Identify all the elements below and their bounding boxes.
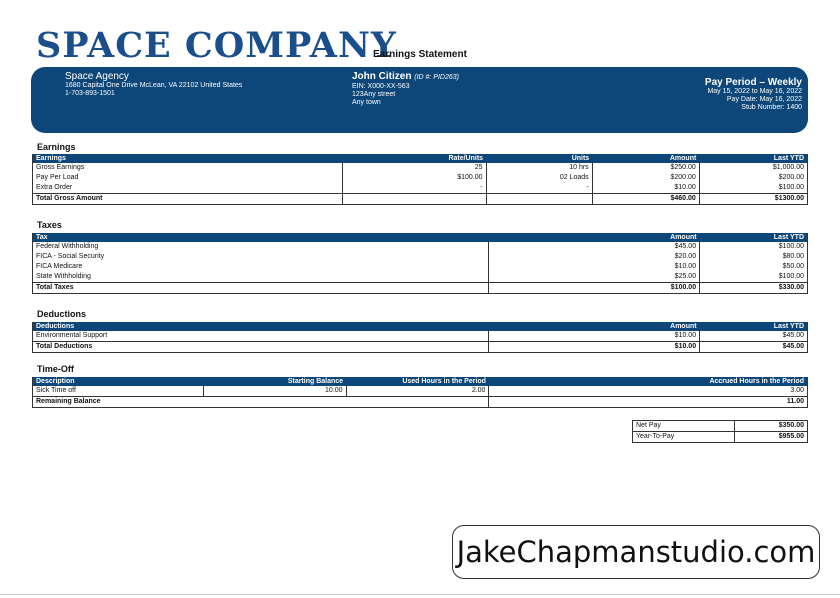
table-row	[33, 163, 808, 173]
table-cell: 3.00	[489, 386, 808, 397]
deductions-section-title: Deductions	[37, 309, 87, 319]
year-to-pay-value: $955.00	[735, 432, 808, 443]
total-label: Total Deductions	[33, 342, 489, 353]
total-amount: $460.00	[592, 194, 699, 205]
column-header: Amount	[592, 154, 699, 163]
table-header-row	[33, 233, 808, 242]
pay-period-block	[705, 77, 802, 112]
stub-number: Stub Number: 1400	[741, 104, 802, 111]
column-header: Earnings	[33, 154, 343, 163]
timeoff-section-title: Time-Off	[37, 364, 74, 374]
table-cell: FICA - Social Security	[36, 253, 105, 260]
table-cell: $45.00	[489, 242, 700, 252]
column-header: Starting Balance	[203, 377, 346, 386]
total-ytd: $1300.00	[699, 194, 807, 205]
table-cell	[343, 194, 486, 205]
table-header-row	[33, 154, 808, 163]
employee-id: (ID #: PID263)	[414, 74, 459, 81]
table-row	[33, 386, 808, 397]
table-header-row	[33, 322, 808, 331]
table-row	[33, 183, 808, 194]
table-cell: $80.00	[700, 252, 808, 262]
column-header: Last YTD	[699, 154, 807, 163]
net-pay-label: Net Pay	[633, 421, 735, 432]
total-label: Total Taxes	[33, 283, 489, 294]
table-cell: Pay Per Load	[36, 174, 79, 181]
table-cell: 10 hrs	[486, 163, 592, 173]
employee-town: Any town	[352, 99, 381, 106]
table-cell: $200.00	[592, 173, 699, 183]
table-cell: 02 Loads	[486, 173, 592, 183]
taxes-table	[32, 233, 808, 294]
pay-date: Pay Date: May 16, 2022	[726, 96, 802, 103]
employee-street: 123Any street	[352, 91, 396, 98]
table-cell: $20.00	[489, 252, 700, 262]
table-cell: 2.00	[346, 386, 489, 397]
table-cell: $45.00	[700, 331, 808, 342]
table-row	[33, 262, 808, 272]
net-pay-value: $350.00	[735, 421, 808, 432]
pay-period-range: May 15, 2022 to May 16, 2022	[707, 88, 802, 95]
total-row	[33, 397, 808, 408]
table-cell: $100.00	[700, 242, 808, 252]
column-header: Rate/Units	[343, 154, 486, 163]
table-cell: Federal Withholding	[36, 243, 99, 250]
total-label: Remaining Balance	[33, 397, 489, 408]
document-title: Earnings Statement	[373, 49, 467, 60]
pay-period-title: Pay Period – Weekly	[704, 77, 802, 88]
remaining-balance: 11.00	[489, 397, 808, 408]
table-cell: Extra Order	[36, 184, 73, 191]
table-cell: Environmental Support	[36, 332, 108, 339]
timeoff-table	[32, 377, 808, 408]
table-cell: Sick Time off	[36, 387, 76, 394]
total-row	[33, 194, 808, 205]
net-pay-summary	[632, 420, 808, 443]
column-header: Used Hours in the Period	[346, 377, 489, 386]
table-cell: -	[343, 183, 486, 194]
total-label: Total Gross Amount	[33, 194, 343, 205]
table-row	[633, 432, 808, 443]
table-cell: $200.00	[699, 173, 807, 183]
column-header: Accrued Hours in the Period	[489, 377, 808, 386]
table-header-row	[33, 377, 808, 386]
column-header: Last YTD	[700, 233, 808, 242]
table-cell: $100.00	[700, 272, 808, 283]
table-cell: State Withholding	[36, 273, 91, 280]
table-cell	[486, 194, 592, 205]
table-cell: $50.00	[700, 262, 808, 272]
table-cell: FICA Medicare	[36, 263, 83, 270]
table-cell: $250.00	[592, 163, 699, 173]
table-cell: $25.00	[489, 272, 700, 283]
table-cell: $10.00	[592, 183, 699, 194]
table-cell: $10.00	[489, 262, 700, 272]
earnings-section-title: Earnings	[37, 142, 76, 152]
table-cell: Gross Earnings	[36, 164, 85, 171]
earnings-table	[32, 154, 808, 205]
divider	[0, 594, 840, 595]
table-row	[33, 173, 808, 183]
table-row	[33, 252, 808, 262]
year-to-pay-label: Year-To-Pay	[633, 432, 735, 443]
total-row	[33, 283, 808, 294]
employer-address: 1680 Capital One Drive McLean, VA 22102 United States	[65, 82, 243, 89]
header-banner	[31, 67, 808, 133]
column-header: Amount	[489, 322, 700, 331]
total-amount: $100.00	[489, 283, 700, 294]
employee-ein: EIN: X000-XX-563	[352, 83, 410, 90]
employer-phone: 1-703-893-1501	[65, 90, 115, 97]
table-cell: $100.00	[699, 183, 807, 194]
table-cell: $100.00	[343, 173, 486, 183]
total-amount: $10.00	[489, 342, 700, 353]
table-cell: $1,000.00	[699, 163, 807, 173]
table-row	[633, 421, 808, 432]
employee-name: John Citizen	[352, 71, 412, 82]
taxes-section-title: Taxes	[37, 220, 62, 230]
total-ytd: $45.00	[700, 342, 808, 353]
deductions-table	[32, 322, 808, 353]
table-cell: -	[486, 183, 592, 194]
column-header: Tax	[33, 233, 489, 242]
employer-block	[65, 71, 242, 98]
column-header: Amount	[489, 233, 700, 242]
total-ytd: $330.00	[700, 283, 808, 294]
employee-block	[352, 71, 459, 107]
table-row	[33, 272, 808, 283]
company-logo: SPACE COMPANY	[36, 25, 397, 66]
watermark: JakeChapmanstudio.com	[452, 525, 820, 579]
column-header: Description	[33, 377, 204, 386]
table-cell: 10.00	[203, 386, 346, 397]
table-row	[33, 242, 808, 252]
column-header: Units	[486, 154, 592, 163]
total-row	[33, 342, 808, 353]
table-cell: 25	[343, 163, 486, 173]
table-cell: $10.00	[489, 331, 700, 342]
employer-name: Space Agency	[65, 71, 129, 82]
column-header: Deductions	[33, 322, 489, 331]
table-row	[33, 331, 808, 342]
column-header: Last YTD	[700, 322, 808, 331]
